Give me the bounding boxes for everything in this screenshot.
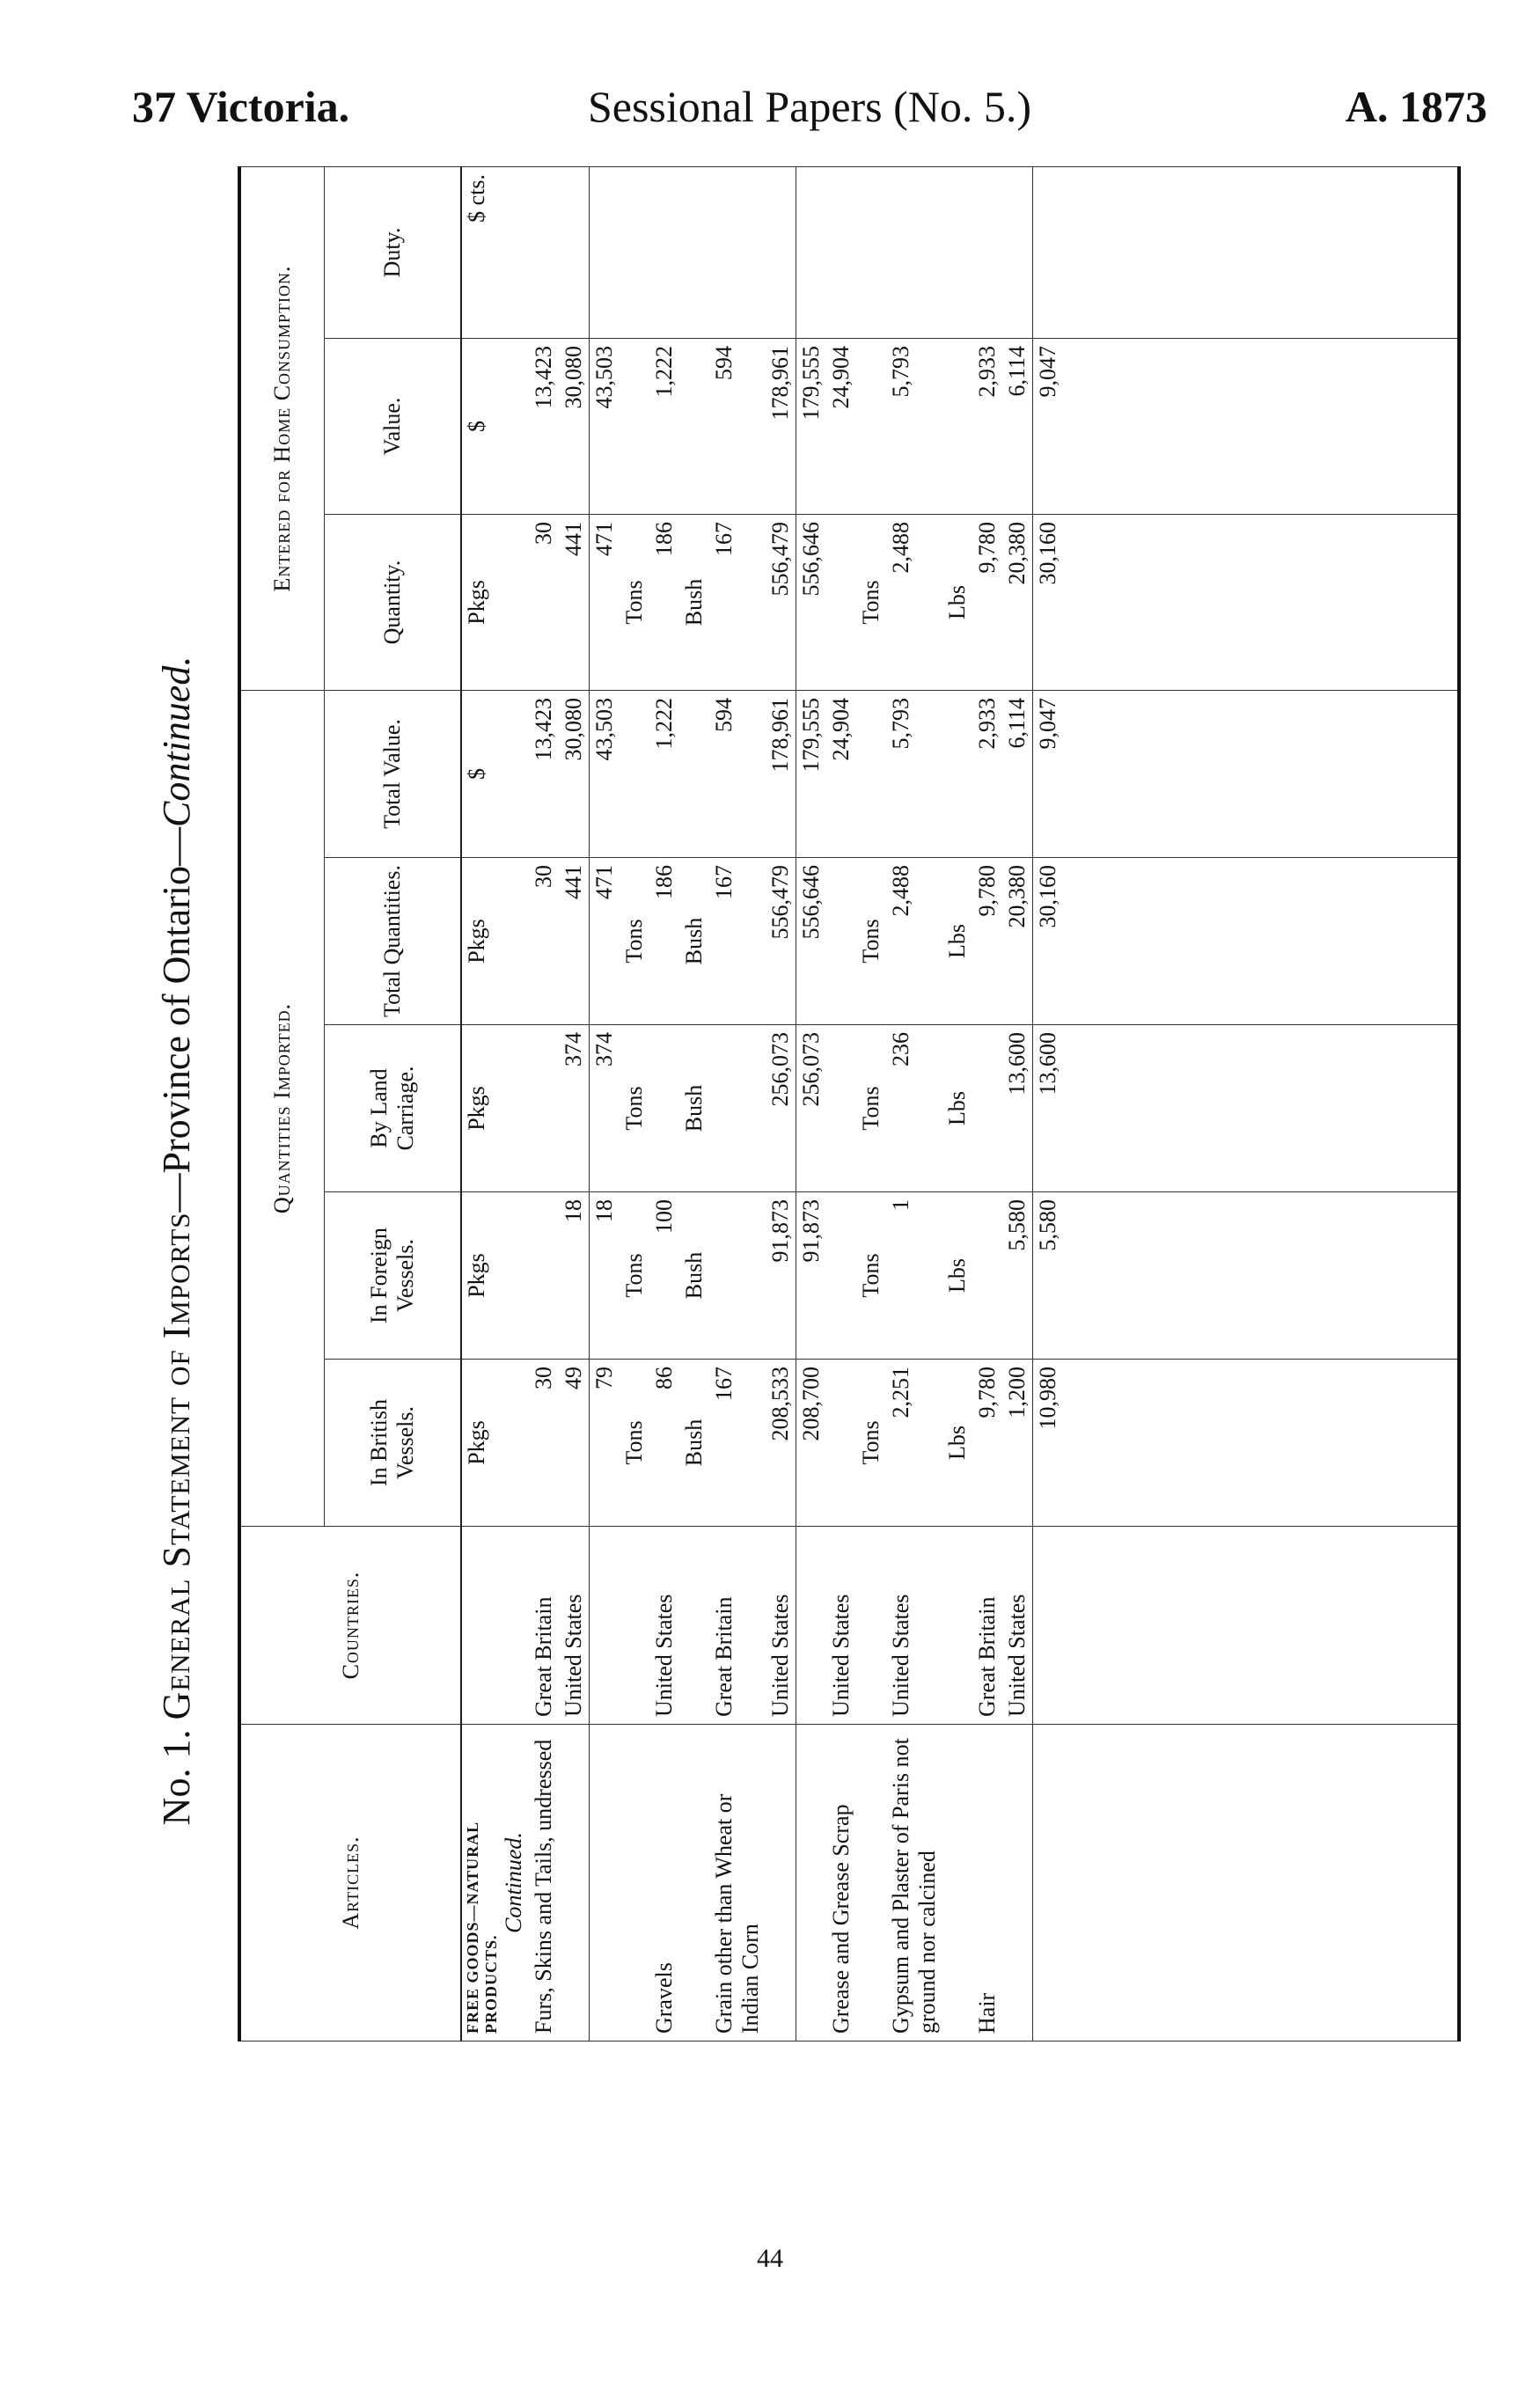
subtotal-foreign: 91,873 [798, 1199, 824, 1263]
cell-total-q: 556,479 [767, 865, 793, 940]
cell-british: 86 [651, 1367, 677, 1389]
unit-label: Bush [681, 917, 707, 965]
col-total-quantities: Total Quantities. [325, 858, 462, 1025]
col-value: Value. [325, 338, 462, 514]
cell-british: 49 [561, 1367, 586, 1389]
country-name: United States [767, 1594, 793, 1717]
subtotal-row [590, 166, 620, 2041]
cell-total-v: 24,904 [828, 697, 854, 761]
table-row [649, 166, 679, 2041]
table-row [972, 166, 1002, 2041]
unit-label: Bush [681, 1418, 707, 1467]
unit-label: Tons [858, 1086, 884, 1131]
article-name: Furs, Skins and Tails, undressed [531, 1739, 556, 2034]
table-row [709, 166, 766, 2041]
section-title: FREE GOODS—NATURAL PRODUCTS. [464, 1822, 500, 2034]
unit-label: Tons [858, 580, 884, 625]
unit-label: Pkgs [464, 580, 489, 625]
subtotal-total-q: 471 [591, 865, 617, 899]
subtotal-british: 208,700 [798, 1367, 824, 1441]
imports-table-wrapper [238, 167, 1461, 2041]
cell-total-q: 30 [531, 865, 556, 888]
subtotal-land: 374 [591, 1032, 617, 1067]
subtotal-land: 13,600 [1035, 1032, 1060, 1096]
cell-total-v: 6,114 [1004, 697, 1030, 749]
header-sessional-papers: Sessional Papers (No. 5.) [587, 82, 1032, 131]
col-countries: Countries. [239, 1527, 461, 1725]
unit-label: Tons [858, 1420, 884, 1465]
table-row [529, 166, 559, 2041]
unit-label: Tons [858, 919, 884, 964]
cell-quantity: 556,479 [767, 521, 793, 597]
cell-total-v: 594 [711, 697, 737, 732]
country-name: United States [651, 1594, 677, 1717]
unit-label: Tons [621, 580, 647, 625]
cell-total-v: 13,423 [531, 697, 556, 761]
table-body [461, 166, 1459, 2041]
cell-value: 30,080 [561, 345, 586, 409]
unit-label: $ [464, 767, 489, 780]
subtotal-row [796, 166, 827, 2041]
table-row [1002, 166, 1033, 2041]
unit-label: Lbs [944, 1426, 970, 1460]
subtotal-quantity: 556,646 [798, 521, 824, 597]
table-row [559, 166, 590, 2041]
subtotal-quantity: 30,160 [1035, 521, 1060, 585]
section-row [461, 166, 529, 2041]
subtotal-british: 79 [591, 1367, 617, 1389]
group-entered-home: Entered for Home Consumption. [239, 166, 325, 690]
subtotal-british: 10,980 [1035, 1367, 1060, 1430]
cell-value: 6,114 [1004, 345, 1030, 397]
unit-label: Tons [621, 919, 647, 964]
cell-value: 594 [711, 345, 737, 380]
country-name: Great Britain [974, 1596, 1000, 1717]
subtotal-quantity: 471 [591, 521, 617, 556]
subtotal-row [1033, 166, 1064, 2041]
article-name: Grain other than Wheat or Indian Corn [711, 1793, 763, 2034]
cell-land: 374 [561, 1032, 586, 1067]
title-continued: Continued. [155, 656, 198, 827]
cell-value: 178,961 [767, 345, 793, 421]
header-session: 37 Victoria. [132, 82, 350, 131]
cell-total-q: 20,380 [1004, 865, 1030, 928]
table-row [886, 166, 942, 2041]
cell-land: 236 [888, 1032, 913, 1067]
cell-total-q: 441 [561, 865, 586, 899]
unit-label: Lbs [944, 584, 970, 619]
col-quantity: Quantity. [325, 514, 462, 690]
unit-label: Tons [621, 1253, 647, 1298]
col-land-carriage: By Land Carriage. [325, 1025, 462, 1192]
country-name: United States [1004, 1594, 1030, 1717]
unit-row [856, 166, 886, 2041]
subtotal-foreign: 18 [591, 1199, 617, 1222]
cell-british: 2,251 [888, 1367, 913, 1418]
title-number: No. 1. [155, 1729, 198, 1826]
country-name: United States [888, 1594, 913, 1717]
unit-label: Lbs [944, 1091, 970, 1125]
cell-total-v: 1,222 [651, 697, 677, 750]
unit-label: Tons [621, 1086, 647, 1131]
article-name: Gypsum and Plaster of Paris not ground nor calcined [888, 1738, 940, 2034]
unit-label: Tons [858, 1253, 884, 1298]
title-general: General Statement of Imports [155, 1212, 198, 1720]
unit-label: Pkgs [464, 919, 489, 964]
cell-foreign: 18 [561, 1199, 586, 1222]
cell-quantity: 2,488 [888, 521, 913, 574]
cell-value: 5,793 [888, 345, 913, 398]
cell-foreign: 5,580 [1004, 1199, 1030, 1251]
cell-british: 208,533 [767, 1367, 793, 1441]
unit-label: Bush [681, 578, 707, 627]
col-total-value: Total Value. [325, 690, 462, 857]
cell-british: 1,200 [1004, 1367, 1030, 1418]
unit-label: Lbs [944, 1258, 970, 1293]
col-duty: Duty. [325, 166, 462, 338]
imports-table [238, 166, 1461, 2041]
cell-total-q: 9,780 [974, 865, 1000, 917]
cell-land: 13,600 [1004, 1032, 1030, 1096]
subtotal-total-v: 43,503 [591, 697, 617, 761]
country-name: Great Britain [531, 1596, 556, 1717]
subtotal-value: 179,555 [798, 345, 824, 421]
article-name: Grease and Grease Scrap [828, 1804, 854, 2034]
cell-quantity: 186 [651, 521, 677, 556]
cell-quantity: 30 [531, 521, 556, 545]
subtotal-total-q: 30,160 [1035, 865, 1060, 928]
page-header [132, 81, 1487, 143]
subtotal-land: 256,073 [798, 1032, 824, 1107]
cell-total-v: 5,793 [888, 697, 913, 750]
unit-row [679, 166, 709, 2041]
cell-quantity: 20,380 [1004, 521, 1030, 585]
cell-quantity: 9,780 [974, 521, 1000, 574]
cell-total-v: 2,933 [974, 697, 1000, 750]
subtotal-foreign: 5,580 [1035, 1199, 1060, 1251]
cell-value: 24,904 [828, 345, 854, 409]
unit-label: Pkgs [464, 1253, 489, 1298]
cell-quantity: 167 [711, 521, 737, 556]
unit-row [620, 166, 649, 2041]
cell-total-v: 178,961 [767, 697, 793, 773]
unit-label: $ cts. [464, 173, 489, 223]
col-british-vessels: In British Vessels. [325, 1360, 462, 1527]
unit-label: Tons [621, 1420, 647, 1465]
cell-foreign: 100 [651, 1199, 677, 1234]
title-province: —Province of Ontario— [155, 827, 198, 1213]
cell-british: 167 [711, 1367, 737, 1401]
cell-value: 1,222 [651, 345, 677, 398]
section-subtitle: Continued. [501, 1832, 526, 1933]
subtotal-value: 9,047 [1035, 345, 1060, 398]
header-year: A. 1873 [1345, 82, 1487, 131]
filler-row [1063, 166, 1459, 2041]
cell-total-q: 186 [651, 865, 677, 899]
cell-quantity: 441 [561, 521, 586, 556]
country-name: United States [561, 1594, 586, 1717]
cell-total-q: 2,488 [888, 865, 913, 917]
unit-label: Lbs [944, 924, 970, 958]
subtotal-total-q: 556,646 [798, 865, 824, 940]
col-foreign-vessels: In Foreign Vessels. [325, 1192, 462, 1360]
unit-row [942, 166, 972, 2041]
page-number: 44 [757, 2244, 783, 2273]
subtotal-total-v: 9,047 [1035, 697, 1060, 750]
cell-value: 2,933 [974, 345, 1000, 398]
article-name: Gravels [651, 1962, 677, 2034]
cell-land: 256,073 [767, 1032, 793, 1107]
group-quantities-imported: Quantities Imported. [239, 690, 325, 1526]
unit-label: Bush [681, 1084, 707, 1133]
cell-british: 30 [531, 1367, 556, 1389]
unit-label: Pkgs [464, 1086, 489, 1131]
subtotal-value: 43,503 [591, 345, 617, 409]
cell-british: 9,780 [974, 1367, 1000, 1418]
table-row [766, 166, 796, 2041]
cell-foreign: 1 [888, 1199, 913, 1211]
country-name: United States [828, 1594, 854, 1717]
cell-total-q: 167 [711, 865, 737, 899]
subtotal-total-v: 179,555 [798, 697, 824, 773]
unit-label: $ [464, 420, 489, 432]
unit-label: Bush [681, 1251, 707, 1300]
unit-label: Pkgs [464, 1420, 489, 1465]
col-articles: Articles. [239, 1725, 461, 2041]
cell-value: 13,423 [531, 345, 556, 409]
cell-total-v: 30,080 [561, 697, 586, 761]
table-row [826, 166, 856, 2041]
cell-foreign: 91,873 [767, 1199, 793, 1263]
document-title [154, 458, 199, 2024]
article-name: Hair [974, 1992, 1000, 2034]
country-name: Great Britain [711, 1596, 737, 1717]
